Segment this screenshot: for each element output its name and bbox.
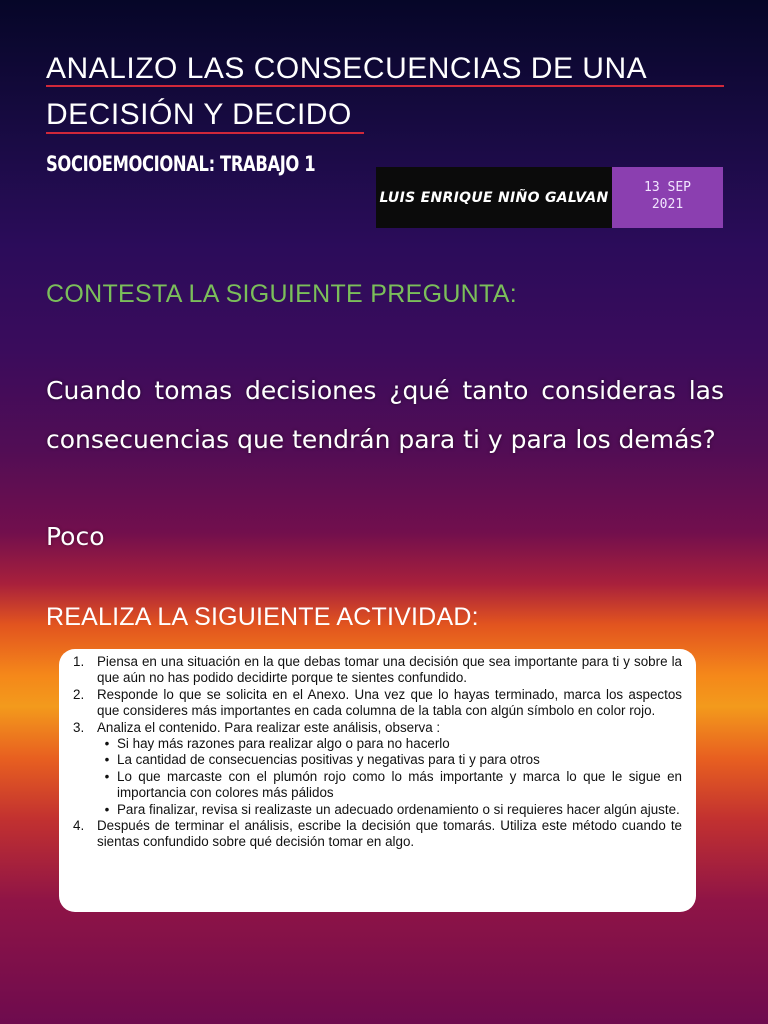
answer-text: Poco [46, 522, 105, 551]
step-text: Después de terminar el análisis, escribe la decisión que tomarás. Utiliza este método cuando te sientas confundido sobre qué decisión tomar en algo. [97, 818, 682, 850]
date-day-month: 13 SEP [644, 180, 691, 195]
bullet-dot: • [104, 768, 110, 784]
step-item [73, 687, 682, 720]
step-item [73, 654, 682, 687]
bullet-item [97, 802, 682, 818]
author-name: LUIS ENRIQUE NIÑO GALVAN [379, 189, 609, 206]
instructions-card [59, 649, 696, 912]
question-heading: CONTESTA LA SIGUIENTE PREGUNTA: [46, 280, 517, 308]
bullet-text: La cantidad de consecuencias positivas y negativas para ti y para otros [117, 752, 540, 768]
step-item [73, 720, 682, 818]
date-box [612, 167, 723, 228]
step-text [97, 720, 682, 818]
step-text: Piensa en una situación en la que debas tomar una decisión que sea importante para ti y sobre la que aún no has podido decidirte porque te sientes confundido. [97, 654, 682, 686]
bullet-text: Si hay más razones para realizar algo o para no hacerlo [117, 736, 450, 752]
bullet-dot: • [104, 801, 110, 817]
step-intro: Analiza el contenido. Para realizar este análisis, observa : [97, 719, 441, 735]
step-number: 1. [73, 654, 85, 669]
title-line-1: ANALIZO LAS CONSECUENCIAS DE UNA [46, 52, 648, 85]
bullet-dot: • [104, 736, 110, 752]
bullet-list [97, 736, 682, 818]
date-year: 2021 [651, 197, 684, 212]
step-number: 4. [73, 818, 85, 834]
bullet-item [97, 736, 682, 752]
step-number: 2. [73, 686, 85, 702]
bullet-item [97, 752, 682, 768]
step-number: 3. [73, 719, 85, 735]
title-underline-1 [46, 85, 724, 87]
subtitle: SOCIOEMOCIONAL: TRABAJO 1 [46, 152, 316, 176]
title-underline-2 [46, 132, 364, 134]
bullet-text: Para finalizar, revisa si realizaste un adecuado ordenamiento o si requieres hacer algún ajuste. [117, 801, 680, 817]
author-box [376, 167, 612, 228]
card-reflection [59, 912, 696, 982]
bullet-text: Lo que marcaste con el plumón rojo como lo más importante y marca lo que le sigue en importancia con colores más pálidos [117, 768, 682, 801]
question-text: Cuando tomas decisiones ¿qué tanto consideras las consecuencias que tendrán para ti y para los demás? [46, 376, 724, 454]
step-text: Responde lo que se solicita en el Anexo. Una vez que lo hayas terminado, marca los aspectos que consideres más importantes en cada columna de la tabla con algún símbolo en color rojo. [97, 686, 682, 719]
bullet-dot: • [104, 752, 110, 768]
page-title [46, 46, 724, 138]
title-line-2: DECISIÓN Y DECIDO [46, 98, 352, 131]
step-item [73, 818, 682, 851]
bullet-item [97, 769, 682, 802]
activity-heading: REALIZA LA SIGUIENTE ACTIVIDAD: [46, 603, 479, 631]
